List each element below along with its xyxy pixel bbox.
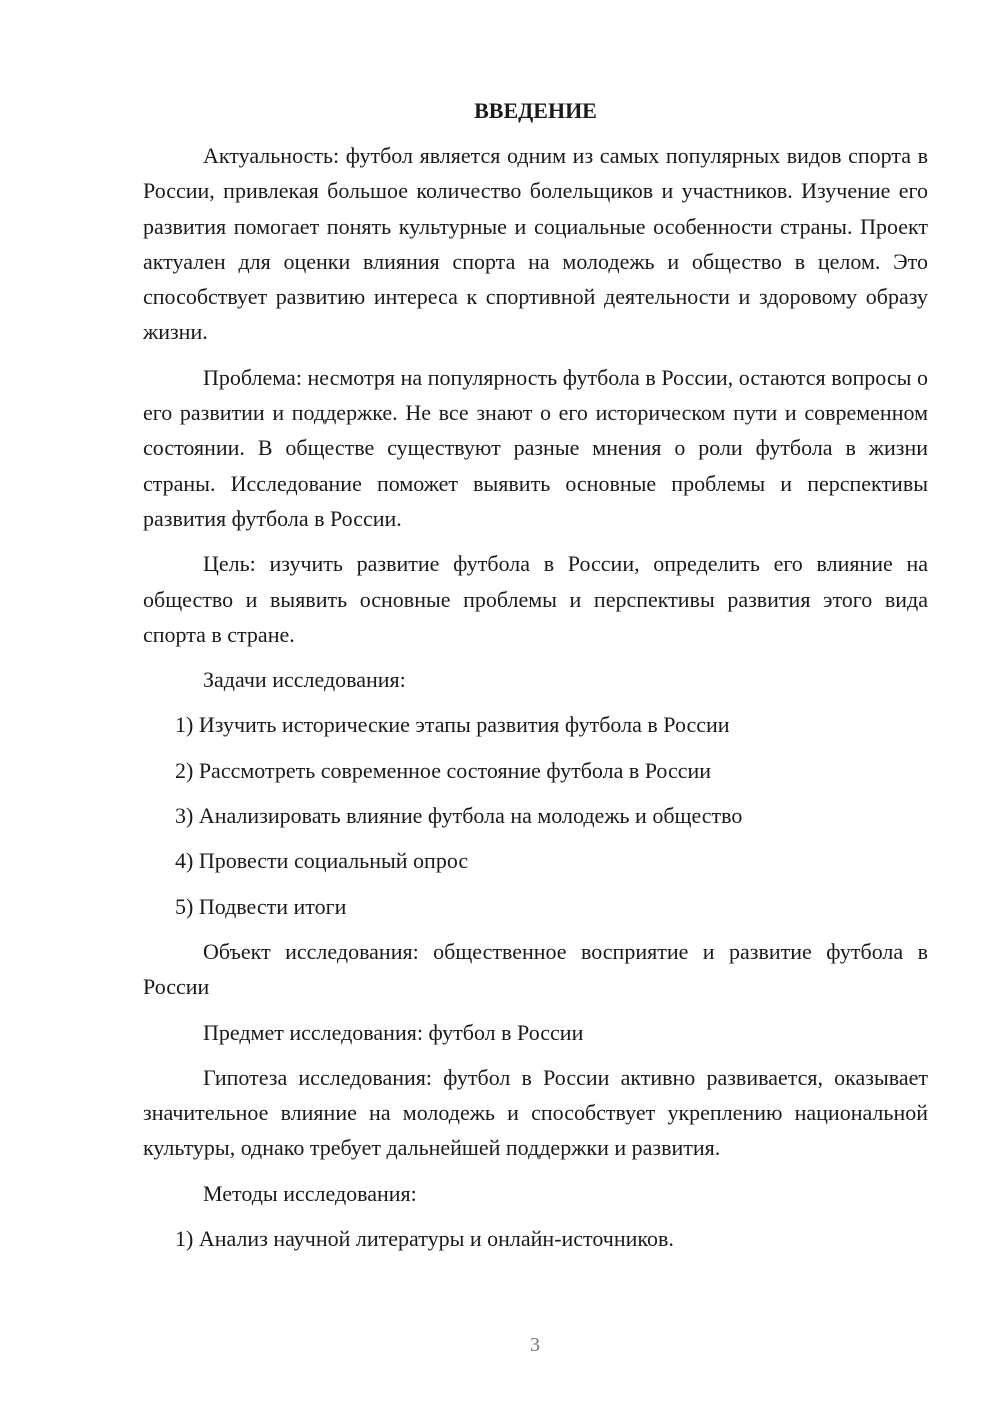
goal-paragraph: Цель: изучить развитие футбола в России, определить его влияние на общество и выявить основные проблемы и перспективы развития этого вида спорта в стране.	[143, 551, 928, 647]
relevance-paragraph: Актуальность: футбол является одним из самых популярных видов спорта в России, привлекая большое количество болельщиков и участников. Изучение его развития помогает понять культурные и социальные особенности страны. Проект актуален для оценки влияния спорта на молодежь и общество в целом. Это способствует развитию интереса к спортивной деятельности и здоровому образу жизни.	[143, 143, 928, 345]
task-item: 2) Рассмотреть современное состояние футбола в России	[175, 757, 712, 783]
methods-heading: Методы исследования:	[203, 1180, 417, 1206]
tasks-heading: Задачи исследования:	[203, 667, 406, 693]
task-item: 4) Провести социальный опрос	[175, 848, 469, 874]
page-number: 3	[530, 1334, 540, 1356]
object-paragraph: Объект исследования: общественное восприятие и развитие футбола в России	[143, 938, 928, 1000]
task-item: 1) Изучить исторические этапы развития футбола в России	[175, 712, 730, 738]
hypothesis-paragraph: Гипотеза исследования: футбол в России активно развивается, оказывает значительное влияние на молодежь и способствует укреплению национальной культуры, однако требует дальнейшей поддержки и развития.	[143, 1064, 928, 1161]
document-body	[143, 96, 928, 1266]
task-item: 5) Подвести итоги	[175, 893, 347, 919]
task-item: 3) Анализировать влияние футбола на молодежь и общество	[175, 803, 743, 829]
page-title: ВВЕДЕНИЕ	[474, 98, 597, 123]
method-item: 1) Анализ научной литературы и онлайн-источников.	[175, 1226, 674, 1252]
problem-paragraph: Проблема: несмотря на популярность футбола в России, остаются вопросы о его развитии и поддержке. Не все знают о его историческом пути и современном состоянии. В обществе существуют разные мнения о роли футбола в жизни страны. Исследование поможет выявить основные проблемы и перспективы развития футбола в России.	[143, 364, 928, 531]
subject-paragraph: Предмет исследования: футбол в России	[203, 1019, 584, 1045]
